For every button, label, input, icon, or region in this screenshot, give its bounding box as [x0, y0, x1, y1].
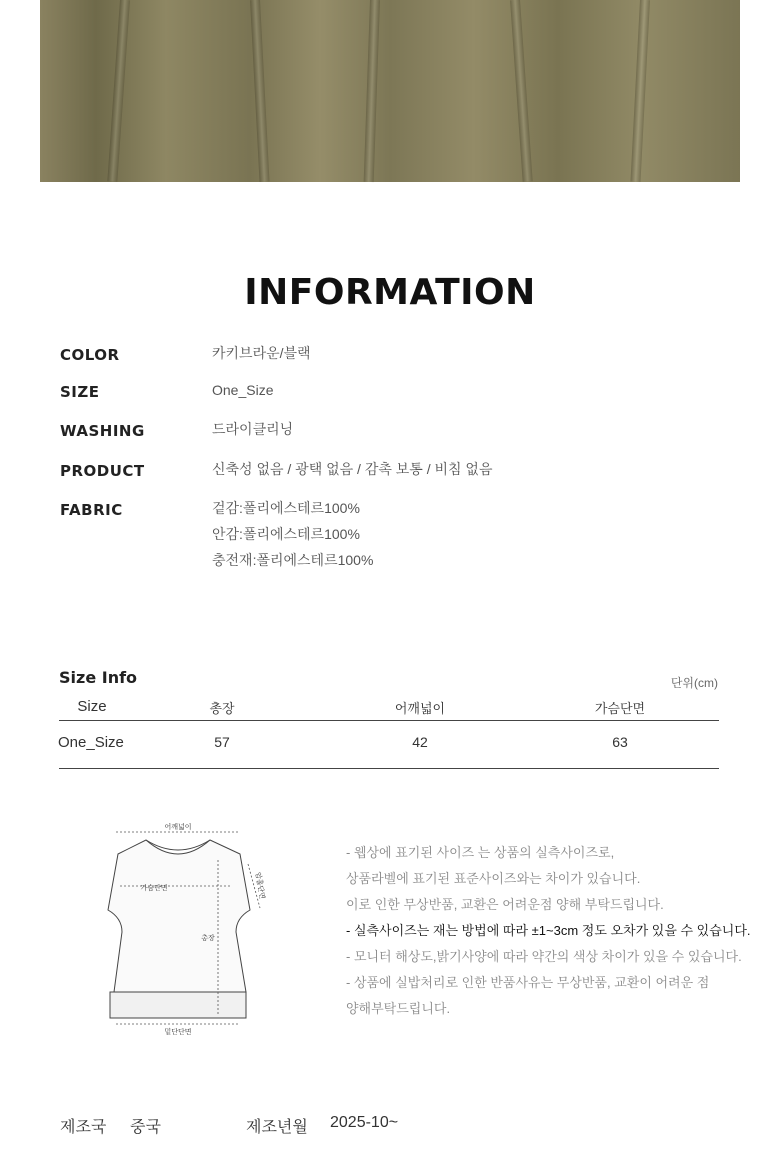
size-header-chest: 가슴단면: [594, 701, 646, 716]
info-label: PRODUCT: [60, 462, 145, 480]
product-photo: [40, 0, 740, 182]
size-cell-length: 57: [214, 734, 230, 750]
manufacture-date-value: 2025-10~: [330, 1114, 399, 1131]
size-header-size: Size: [77, 698, 107, 715]
origin-label: 제조국: [60, 1119, 107, 1136]
note-line: - 웹상에 표기된 사이즈 는 상품의 실측사이즈로,: [346, 845, 615, 860]
info-value: 신축성 없음 / 광택 없음 / 감촉 보통 / 비침 없음: [212, 461, 493, 477]
section-heading: INFORMATION: [244, 272, 536, 313]
info-value: 드라이클리닝: [212, 421, 294, 437]
table-divider: [59, 720, 719, 721]
size-info-title: Size Info: [59, 668, 138, 687]
note-line-emphasis: - 실측사이즈는 재는 방법에 따라 ±1~3cm 정도 오차가 있을 수 있습니다.: [346, 923, 751, 938]
info-value: 충전재:폴리에스테르100%: [212, 552, 374, 568]
size-diagram: [100, 820, 267, 1040]
note-line: 상품라벨에 표기된 표준사이즈와는 차이가 있습니다.: [346, 871, 641, 886]
size-cell-name: One_Size: [58, 734, 124, 751]
note-line: - 모니터 해상도,밝기사양에 따라 약간의 색상 차이가 있을 수 있습니다.: [346, 949, 742, 964]
info-value: 카키브라운/블랙: [212, 345, 311, 361]
table-divider: [59, 768, 719, 769]
size-notes: [346, 840, 751, 1022]
info-label: COLOR: [60, 346, 120, 364]
size-header-shoulder: 어깨넓이: [394, 701, 446, 716]
diagram-label-length: 총장: [201, 934, 215, 942]
diagram-label-chest: 가슴단면: [140, 884, 168, 892]
info-label: FABRIC: [60, 501, 123, 519]
origin-value: 중국: [130, 1119, 161, 1136]
info-label: WASHING: [60, 422, 145, 440]
diagram-label-hem: 밑단단면: [164, 1028, 192, 1036]
info-value: One_Size: [212, 382, 274, 398]
info-value: 안감:폴리에스테르100%: [212, 526, 360, 542]
note-line: 이로 인한 무상반품, 교환은 어려운점 양해 부탁드립니다.: [346, 897, 664, 912]
diagram-label-shoulder: 어깨넓이: [164, 823, 192, 831]
size-cell-shoulder: 42: [412, 734, 428, 750]
manufacture-date-label: 제조년월: [246, 1119, 308, 1136]
note-line: 양해부탁드립니다.: [346, 1001, 451, 1016]
info-label: SIZE: [60, 383, 100, 401]
size-unit: 단위(cm): [670, 676, 718, 690]
note-line: - 상품에 실밥처리로 인한 반품사유는 무상반품, 교환이 어려운 점: [346, 975, 710, 990]
size-cell-chest: 63: [612, 734, 628, 750]
diagram-label-armhole: 암홀단면: [253, 871, 267, 900]
size-header-length: 총장: [209, 701, 235, 716]
info-value: 겉감:폴리에스테르100%: [212, 500, 360, 516]
